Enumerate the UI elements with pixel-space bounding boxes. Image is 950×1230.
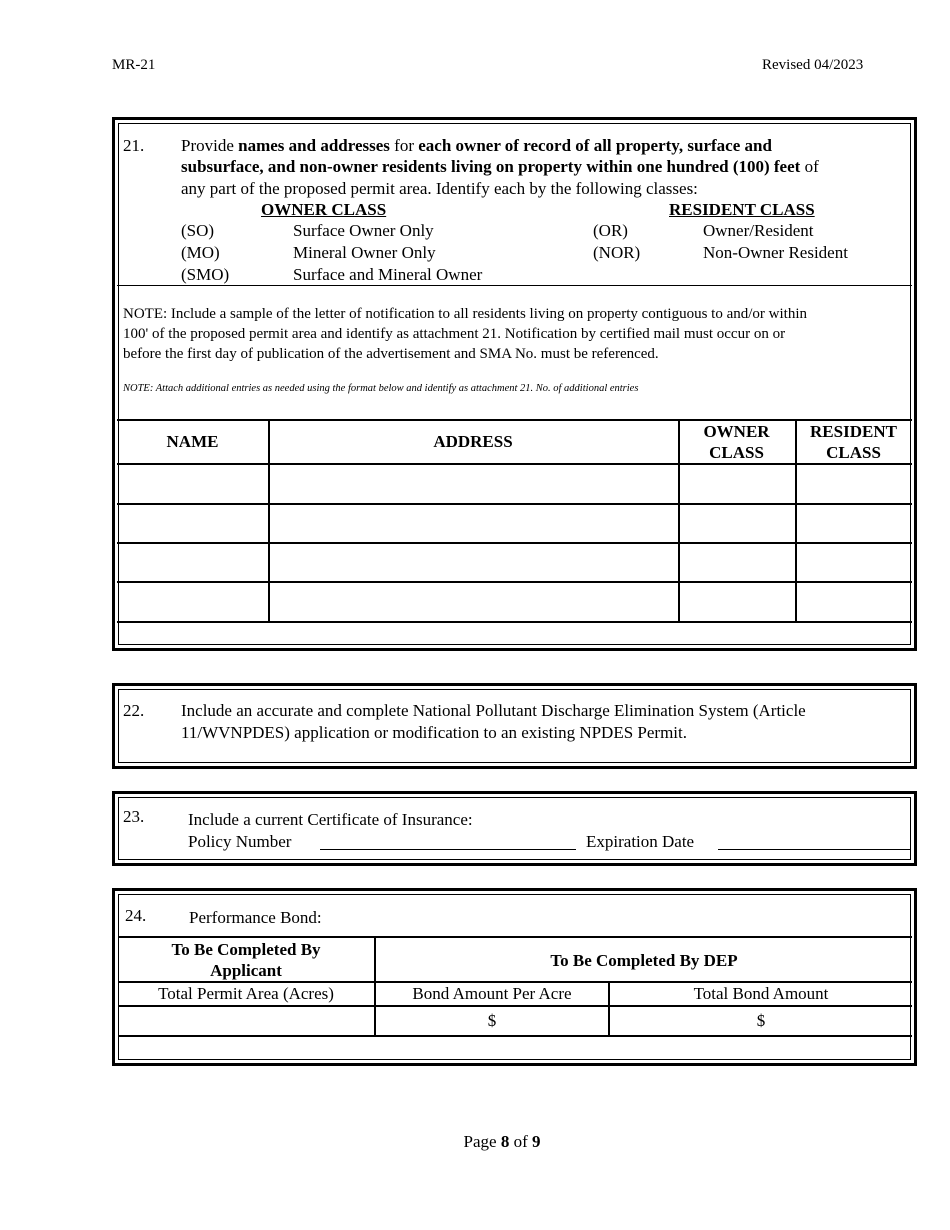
resident-class-label: Non-Owner Resident bbox=[703, 243, 848, 262]
col-header-name: NAME bbox=[166, 432, 219, 451]
note-line: NOTE: Include a sample of the letter of notification to all residents living on property contiguous to and/or within bbox=[123, 306, 808, 322]
bond-table-line bbox=[118, 1035, 912, 1037]
note-line: 100' of the proposed permit area and identify as attachment 21. Notification by certified mail must occur on or bbox=[123, 326, 786, 342]
col-header-owner-class: OWNER CLASS bbox=[703, 422, 770, 462]
total-permit-area-cell[interactable] bbox=[120, 1008, 373, 1034]
owner-class-code: (SMO) bbox=[181, 265, 230, 284]
resident-class-label: Owner/Resident bbox=[703, 221, 814, 240]
section-21-number: 21. bbox=[123, 136, 145, 155]
section-23-title: Include a current Certificate of Insurance: bbox=[188, 810, 473, 829]
table-row-line bbox=[117, 621, 912, 623]
total-permit-area-header: Total Permit Area (Acres) bbox=[158, 984, 334, 1003]
resident-class-cell[interactable] bbox=[798, 505, 911, 541]
col-header-address: ADDRESS bbox=[433, 432, 513, 451]
owner-class-label: Surface and Mineral Owner bbox=[293, 265, 483, 284]
policy-number-field[interactable] bbox=[320, 849, 576, 850]
section-21-line1: Provide names and addresses for each owner of record of all property, surface and bbox=[181, 136, 772, 155]
resident-class-cell[interactable] bbox=[798, 465, 911, 502]
revised-date: Revised 04/2023 bbox=[762, 57, 864, 73]
section-21-line3: any part of the proposed permit area. Identify each by the following classes: bbox=[181, 179, 698, 198]
owner-class-code: (SO) bbox=[181, 221, 215, 240]
bond-amount-per-acre-cell[interactable]: $ bbox=[487, 1011, 497, 1030]
resident-class-cell[interactable] bbox=[798, 544, 911, 580]
address-cell[interactable] bbox=[271, 505, 677, 541]
owner-class-code: (MO) bbox=[181, 243, 220, 262]
owner-class-label: Surface Owner Only bbox=[293, 221, 434, 240]
divider bbox=[117, 285, 912, 286]
address-cell[interactable] bbox=[271, 465, 677, 502]
bond-table-line bbox=[118, 981, 912, 983]
section-24-title: Performance Bond: bbox=[189, 908, 322, 927]
section-21-line2: subsurface, and non-owner residents living on property within one hundred (100) feet of bbox=[181, 157, 819, 176]
resident-class-heading: RESIDENT CLASS bbox=[669, 200, 815, 219]
total-bond-amount-cell[interactable]: $ bbox=[756, 1011, 766, 1030]
owner-class-cell[interactable] bbox=[681, 465, 794, 502]
name-cell[interactable] bbox=[119, 465, 267, 502]
owner-class-cell[interactable] bbox=[681, 505, 794, 541]
owner-class-label: Mineral Owner Only bbox=[293, 243, 436, 262]
bond-amount-per-acre-header: Bond Amount Per Acre bbox=[412, 984, 572, 1003]
address-cell[interactable] bbox=[271, 583, 677, 620]
form-id: MR-21 bbox=[112, 57, 156, 73]
owner-class-heading: OWNER CLASS bbox=[261, 200, 387, 219]
resident-class-cell[interactable] bbox=[798, 583, 911, 620]
expiration-date-field[interactable] bbox=[718, 849, 910, 850]
section-22-line: Include an accurate and complete National Pollutant Discharge Elimination System (Article bbox=[181, 701, 806, 720]
page-number: Page 8 of 9 bbox=[463, 1132, 541, 1151]
section-22-line: 11/WVNPDES) application or modification to an existing NPDES Permit. bbox=[181, 723, 688, 742]
total-bond-amount-header: Total Bond Amount bbox=[693, 984, 829, 1003]
section-23-number: 23. bbox=[123, 807, 145, 826]
dep-header: To Be Completed By DEP bbox=[550, 951, 738, 970]
applicant-header: To Be Completed By Applicant bbox=[171, 940, 321, 980]
owner-class-cell[interactable] bbox=[681, 544, 794, 580]
resident-class-code: (OR) bbox=[593, 221, 628, 240]
expiration-date-label: Expiration Date bbox=[586, 832, 695, 851]
col-header-resident-class: RESIDENT CLASS bbox=[810, 422, 897, 462]
bond-table-top bbox=[118, 936, 912, 938]
owner-class-cell[interactable] bbox=[681, 583, 794, 620]
section-24-number: 24. bbox=[125, 906, 147, 925]
resident-class-code: (NOR) bbox=[593, 243, 641, 262]
name-cell[interactable] bbox=[119, 583, 267, 620]
attachment-note: NOTE: Attach additional entries as needed using the format below and identify as attachment 21. No. of additional entries bbox=[123, 383, 639, 394]
name-cell[interactable] bbox=[119, 505, 267, 541]
section-22-number: 22. bbox=[123, 701, 145, 720]
name-cell[interactable] bbox=[119, 544, 267, 580]
bond-table-line bbox=[118, 1005, 912, 1007]
policy-number-label: Policy Number bbox=[188, 832, 292, 851]
note-line: before the first day of publication of the advertisement and SMA No. must be referenced. bbox=[123, 346, 659, 362]
address-cell[interactable] bbox=[271, 544, 677, 580]
